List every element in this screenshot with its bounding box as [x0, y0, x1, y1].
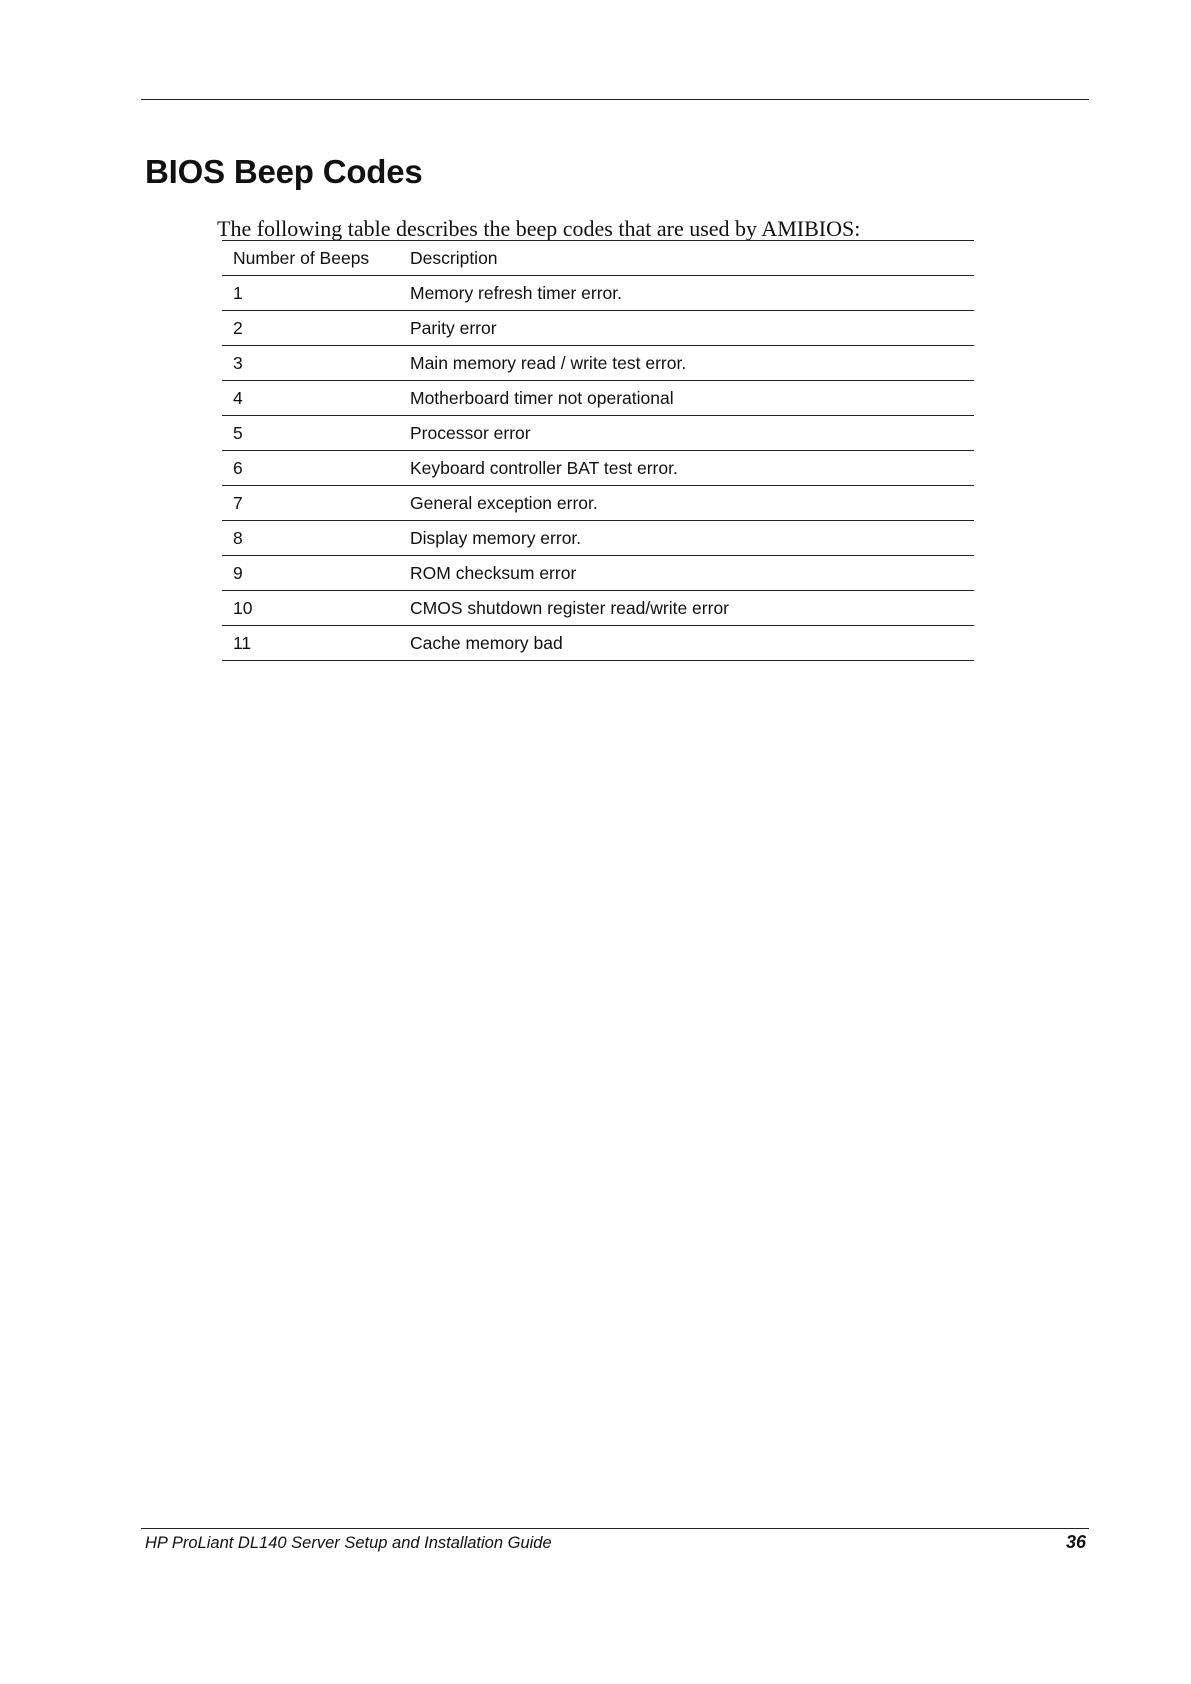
header-rule [141, 99, 1089, 100]
beep-count: 8 [233, 527, 243, 548]
table-row [222, 311, 974, 346]
beep-count: 10 [233, 597, 253, 618]
footer-document-title: HP ProLiant DL140 Server Setup and Installation Guide [145, 1534, 552, 1552]
table-row [222, 591, 974, 626]
beep-description: Parity error [410, 317, 497, 338]
beep-description: Motherboard timer not operational [410, 387, 674, 408]
beep-description: CMOS shutdown register read/write error [410, 597, 729, 618]
beep-count: 6 [233, 457, 243, 478]
table-row [222, 276, 974, 311]
beep-description: ROM checksum error [410, 562, 577, 583]
column-header-description: Description [410, 247, 498, 268]
table-row [222, 556, 974, 591]
beep-description: Memory refresh timer error. [410, 282, 622, 303]
beep-count: 5 [233, 422, 243, 443]
beep-codes-table [222, 240, 974, 661]
beep-description: Processor error [410, 422, 531, 443]
beep-count: 7 [233, 492, 243, 513]
table-row [222, 486, 974, 521]
beep-description: General exception error. [410, 492, 598, 513]
table-row [222, 346, 974, 381]
table-row [222, 451, 974, 486]
table-row [222, 521, 974, 556]
beep-count: 4 [233, 387, 243, 408]
beep-description: Cache memory bad [410, 632, 563, 653]
beep-count: 3 [233, 352, 243, 373]
page-title: BIOS Beep Codes [145, 153, 423, 190]
beep-count: 9 [233, 562, 243, 583]
table-row [222, 626, 974, 661]
column-header-number-of-beeps: Number of Beeps [233, 247, 370, 268]
beep-description: Keyboard controller BAT test error. [410, 457, 678, 478]
table-row [222, 381, 974, 416]
table-header-row [222, 241, 974, 276]
beep-count: 11 [233, 632, 252, 653]
beep-count: 2 [233, 317, 243, 338]
page-number: 36 [1065, 1532, 1086, 1552]
beep-description: Main memory read / write test error. [410, 352, 687, 373]
table-row [222, 416, 974, 451]
footer-rule [141, 1528, 1089, 1529]
intro-paragraph: The following table describes the beep codes that are used by AMIBIOS: [217, 216, 861, 241]
beep-description: Display memory error. [410, 527, 582, 548]
beep-count: 1 [233, 282, 243, 303]
